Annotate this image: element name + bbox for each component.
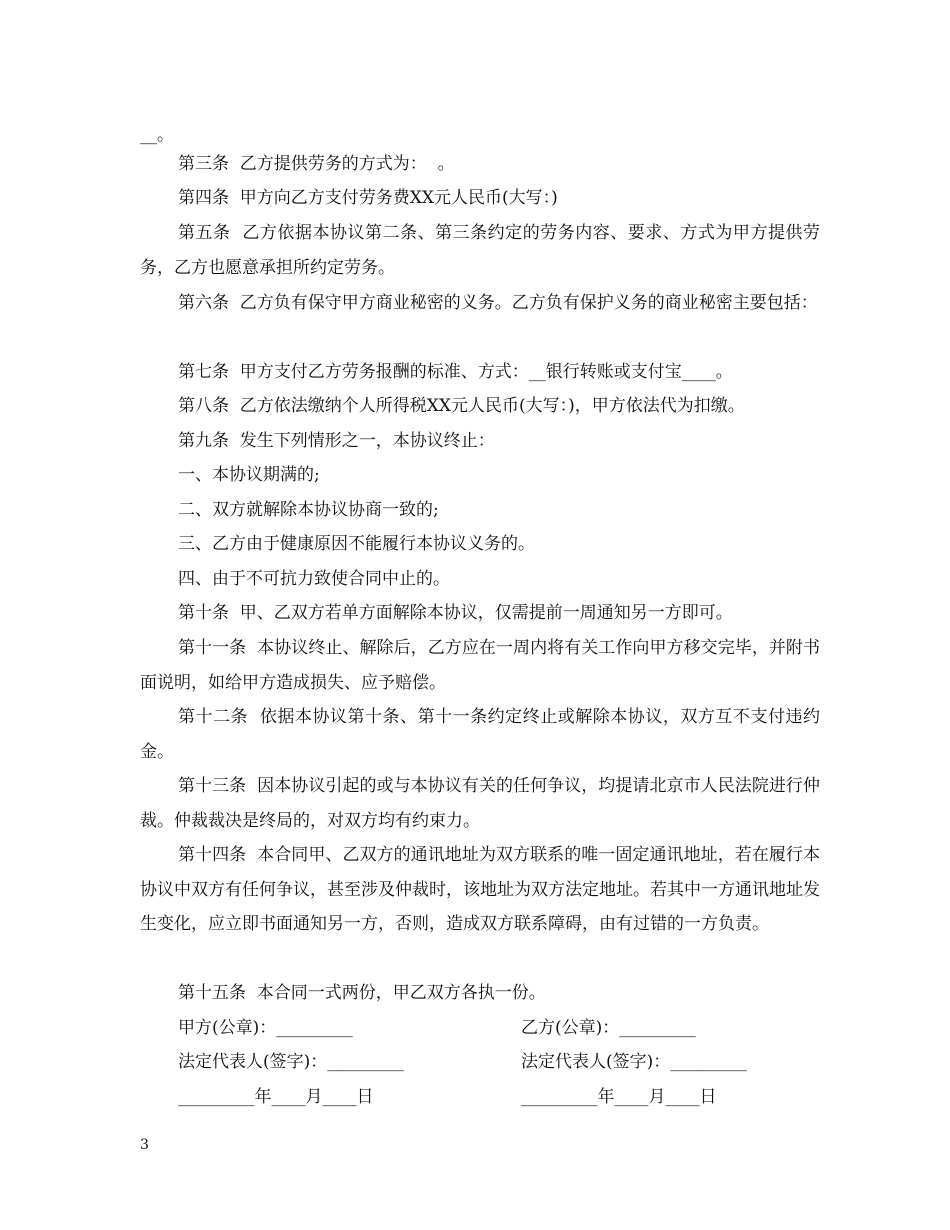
party-a-representative-line: 法定代表人(签字)：_________ <box>178 1052 404 1072</box>
clause-11: 第十一条 本协议终止、解除后，乙方应在一周内将有关工作向甲方移交完毕，并附书面说明，如给甲方造成损失、应予赔偿。 <box>140 638 820 693</box>
clause-8: 第八条 乙方依法缴纳个人所得税XX元人民币(大写：)，甲方依法代为扣缴。 <box>178 396 745 416</box>
clause-9-item-3: 三、乙方由于健康原因不能履行本协议义务的。 <box>178 534 535 554</box>
clause-5: 第五条 乙方依据本协议第二条、第三条约定的劳务内容、要求、方式为甲方提供劳务，乙方也愿意承担所约定劳务。 <box>140 223 820 278</box>
clause-4: 第四条 甲方向乙方支付劳务费XX元人民币(大写：) <box>178 188 558 208</box>
clause-9: 第九条 发生下列情形之一，本协议终止： <box>178 431 495 451</box>
party-b-representative-line: 法定代表人(签字)：_________ <box>521 1052 747 1072</box>
clause-15: 第十五条 本合同一式两份，甲乙双方各执一份。 <box>178 983 546 1003</box>
clause-10: 第十条 甲、乙双方若单方面解除本协议，仅需提前一周通知另一方即可。 <box>178 603 733 623</box>
clause-6: 第六条 乙方负有保守甲方商业秘密的义务。乙方负有保护义务的商业秘密主要包括： <box>178 293 818 313</box>
party-b-seal-line: 乙方(公章)：_________ <box>521 1018 696 1038</box>
clause-7: 第七条 甲方支付乙方劳务报酬的标准、方式：__银行转账或支付宝____。 <box>178 362 733 382</box>
party-a-seal-line: 甲方(公章)：_________ <box>178 1018 353 1038</box>
clause-9-item-2: 二、双方就解除本协议协商一致的; <box>178 500 439 520</box>
clause-3: 第三条 乙方提供劳务的方式为： 。 <box>178 154 455 174</box>
page-number: 3 <box>140 1137 149 1153</box>
party-a-date-line: _________年____月____日 <box>178 1087 374 1107</box>
clause-13: 第十三条 因本协议引起的或与本协议有关的任何争议，均提请北京市人民法院进行仲裁。仲裁裁决是终局的，对双方均有约束力。 <box>140 776 820 831</box>
clause-14: 第十四条 本合同甲、乙双方的通讯地址为双方联系的唯一固定通讯地址，若在履行本协议中双方有任何争议，甚至涉及仲裁时，该地址为双方法定地址。若其中一方通讯地址发生变化，应立即书面通知另一方，否则，造成双方联系障碍，由有过错的一方负责。 <box>140 845 820 934</box>
clause-9-item-1: 一、本协议期满的; <box>178 465 320 485</box>
clause-12: 第十二条 依据本协议第十条、第十一条约定终止或解除本协议，双方互不支付违约金。 <box>140 707 820 762</box>
clause-9-item-4: 四、由于不可抗力致使合同中止的。 <box>178 569 450 589</box>
party-b-date-line: _________年____月____日 <box>521 1087 717 1107</box>
paragraph-continuation: __。 <box>140 125 174 145</box>
